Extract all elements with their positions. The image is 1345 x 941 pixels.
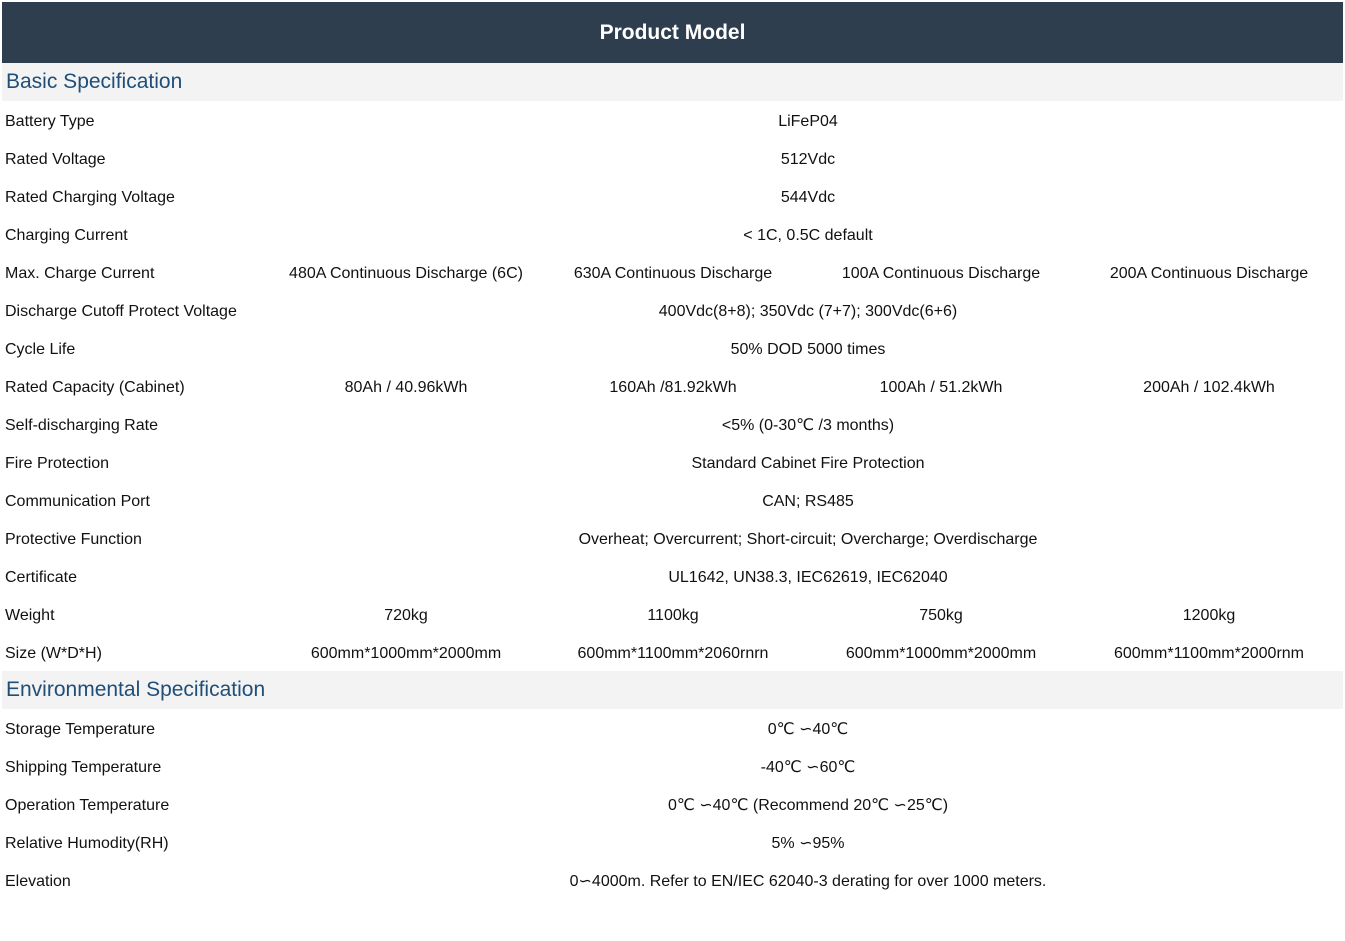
table-row [2, 711, 1343, 749]
section-title: Basic Specification [6, 70, 183, 93]
spec-value-model-2: 630A Continuous Discharge [573, 265, 773, 282]
spec-value: -40℃ ∽60℃ [760, 759, 856, 776]
spec-label: Fire Protection [5, 455, 110, 472]
spec-label: Elevation [5, 873, 71, 890]
spec-label: Discharge Cutoff Protect Voltage [5, 303, 237, 320]
spec-value-model-3: 100Ah / 51.2kWh [879, 379, 1003, 396]
spec-label: Relative Humodity(RH) [5, 835, 169, 852]
spec-label: Cycle Life [5, 341, 76, 358]
spec-label: Charging Current [5, 227, 128, 244]
table-row [2, 483, 1343, 521]
spec-value: 400Vdc(8+8); 350Vdc (7+7); 300Vdc(6+6) [658, 303, 958, 320]
table-row [2, 635, 1343, 673]
spec-label: Operation Temperature [5, 797, 170, 814]
spec-value: Overheat; Overcurrent; Short-circuit; Overcharge; Overdischarge [578, 531, 1038, 548]
table-row [2, 559, 1343, 597]
spec-label: Shipping Temperature [5, 759, 162, 776]
spec-label: Self-discharging Rate [5, 417, 158, 434]
table-row [2, 141, 1343, 179]
product-model-title: Product Model [599, 20, 746, 44]
table-row [2, 445, 1343, 483]
table-row [2, 749, 1343, 787]
spec-value: 0℃ ∽40℃ [767, 721, 849, 738]
spec-label: Weight [5, 607, 55, 624]
table-row [2, 825, 1343, 863]
table-row [2, 863, 1343, 901]
spec-value-model-3: 600mm*1000mm*2000mm [845, 645, 1037, 662]
table-row [2, 103, 1343, 141]
spec-value-model-2: 160Ah /81.92kWh [609, 379, 737, 396]
spec-value: 0℃ ∽40℃ (Recommend 20℃ ∽25℃) [667, 797, 949, 814]
table-row [2, 255, 1343, 293]
spec-value-model-4: 200Ah / 102.4kWh [1143, 379, 1275, 396]
table-row [2, 597, 1343, 635]
spec-value-model-4: 200A Continuous Discharge [1109, 265, 1309, 282]
environmental-spec-rows [2, 711, 1343, 901]
spec-value-model-2: 600mm*1100mm*2060rnrn [577, 645, 769, 662]
spec-value-model-3: 750kg [919, 607, 963, 624]
table-row [2, 331, 1343, 369]
spec-value: 5% ∽95% [771, 835, 845, 852]
spec-value-model-1: 480A Continuous Discharge (6C) [289, 265, 523, 282]
spec-value: CAN; RS485 [762, 493, 854, 510]
spec-value: 0∽4000m. Refer to EN/IEC 62040-3 derating for over 1000 meters. [569, 873, 1047, 890]
spec-label: Rated Voltage [5, 151, 106, 168]
section-title: Environmental Specification [6, 678, 266, 701]
spec-label: Protective Function [5, 531, 142, 548]
spec-value-model-1: 720kg [384, 607, 428, 624]
spec-label: Rated Capacity (Cabinet) [5, 379, 185, 396]
spec-label: Storage Temperature [5, 721, 156, 738]
basic-spec-rows [2, 103, 1343, 673]
spec-value: Standard Cabinet Fire Protection [691, 455, 925, 472]
section-basic-specification [2, 63, 1343, 101]
spec-label: Certificate [5, 569, 78, 586]
spec-label: Battery Type [5, 113, 95, 130]
spec-value: 544Vdc [780, 189, 836, 206]
spec-label: Rated Charging Voltage [5, 189, 175, 206]
table-row [2, 521, 1343, 559]
table-header [2, 2, 1343, 63]
table-row [2, 407, 1343, 445]
spec-value: < 1C, 0.5C default [743, 227, 873, 244]
table-row [2, 179, 1343, 217]
spec-value: UL1642, UN38.3, IEC62619, IEC62040 [668, 569, 948, 586]
spec-value: <5% (0-30℃ /3 months) [721, 417, 895, 434]
spec-value: 512Vdc [780, 151, 836, 168]
spec-value-model-1: 80Ah / 40.96kWh [344, 379, 468, 396]
table-row [2, 293, 1343, 331]
table-row [2, 787, 1343, 825]
spec-label: Size (W*D*H) [5, 645, 102, 662]
spec-label: Communication Port [5, 493, 150, 510]
spec-value-model-1: 600mm*1000mm*2000mm [310, 645, 502, 662]
table-row [2, 369, 1343, 407]
spec-value-model-4: 600mm*1100mm*2000rnm [1113, 645, 1304, 662]
table-row [2, 217, 1343, 255]
spec-label: Max. Charge Current [5, 265, 155, 282]
spec-value-model-3: 100A Continuous Discharge [841, 265, 1041, 282]
spec-value-model-4: 1200kg [1182, 607, 1236, 624]
spec-value-model-2: 1100kg [647, 607, 699, 624]
section-environmental-specification [2, 671, 1343, 709]
spec-value: 50% DOD 5000 times [730, 341, 886, 358]
spec-value: LiFeP04 [778, 113, 838, 130]
